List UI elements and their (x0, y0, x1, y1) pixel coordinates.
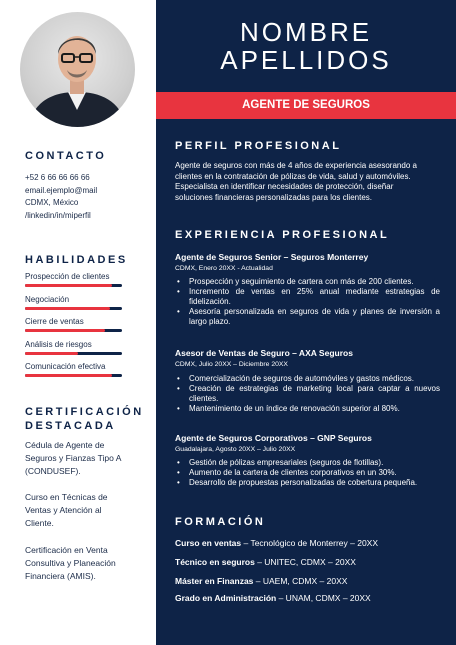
cert-line: Curso en Técnicas de (25, 492, 108, 502)
cert-line: Certificación en Venta (25, 545, 108, 555)
skill-item (25, 340, 122, 355)
job-bullet: • Asesoría personalizada en seguros de vida y planes de inversión a largo plazo. (175, 307, 440, 327)
skills-heading: HABILIDADES (25, 254, 128, 266)
education-detail: – UAEM, CDMX – 20XX (253, 576, 348, 586)
email-text: email.ejemplo@mail (25, 185, 98, 195)
full-name (156, 18, 456, 74)
education-degree: Técnico en seguros (175, 557, 255, 567)
person-portrait-icon (20, 12, 135, 127)
job-bullets (175, 374, 440, 414)
cert-line: Ventas y Atención al (25, 505, 102, 515)
skill-label: Cierre de ventas (25, 317, 84, 326)
cert-line: (CONDUSEF). (25, 466, 81, 476)
cert-line: Cédula de Agente de (25, 440, 105, 450)
last-name: APELLIDOS (220, 45, 392, 75)
job-title: Agente de Seguros Corporativos – GNP Seguros (175, 433, 372, 443)
cert-item (25, 491, 140, 530)
education-degree: Máster en Finanzas (175, 576, 254, 586)
skill-label: Comunicación efectiva (25, 362, 106, 371)
cert-line: Seguros y Fianzas Tipo A (25, 453, 122, 463)
job-bullet: • Prospección y seguimiento de cartera con más de 200 clientes. (175, 277, 440, 287)
education-degree: Grado en Administración (175, 593, 277, 603)
cert-item (25, 439, 140, 478)
location-text: CDMX, México (25, 198, 79, 207)
job-meta: Guadalajara, Agosto 20XX – Julio 20XX (175, 446, 296, 453)
skill-item (25, 295, 122, 310)
contact-block (25, 172, 97, 222)
job-bullet: • Incremento de ventas en 25% anual mediante estrategias de fidelización. (175, 287, 440, 307)
phone-text: +52 6 66 66 66 66 (25, 173, 90, 182)
skill-bar-fill (25, 329, 105, 332)
job-bullet: • Mantenimiento de un índice de renovación superior al 80%. (175, 404, 440, 414)
education-degree: Curso en ventas (175, 538, 242, 548)
profile-photo (20, 12, 135, 127)
education-heading: FORMACIÓN (175, 516, 266, 528)
skill-bar (25, 352, 122, 355)
certs-heading (25, 405, 144, 433)
education-item (175, 557, 356, 567)
skill-label: Análisis de riesgos (25, 340, 92, 349)
education-item (175, 576, 347, 586)
skill-item (25, 317, 122, 332)
job-bullets (175, 277, 440, 327)
job-meta: CDMX, Julio 20XX – Diciembre 20XX (175, 361, 288, 368)
education-detail: – UNAM, CDMX – 20XX (276, 593, 371, 603)
job-bullet: • Desarrollo de propuestas personalizadas de cobertura pequeña. (175, 478, 440, 488)
skill-item (25, 362, 122, 377)
skill-label: Prospección de clientes (25, 272, 110, 281)
job-bullets (175, 458, 440, 488)
education-detail: – UNITEC, CDMX – 20XX (254, 557, 356, 567)
job-bullet: • Creación de estrategias de marketing local para captar a nuevos clientes. (175, 384, 440, 404)
skill-label: Negociación (25, 295, 70, 304)
profile-line: clientes en la contratación de pólizas de vida, salud y automóviles. (175, 171, 411, 181)
job-meta: CDMX, Enero 20XX - Actualidad (175, 265, 273, 272)
contact-heading: CONTACTO (25, 150, 107, 162)
cert-item (25, 544, 140, 583)
skill-bar-fill (25, 307, 110, 310)
first-name: NOMBRE (239, 17, 373, 47)
certs-heading-line1: CERTIFICACIÓN (25, 406, 144, 418)
profile-line: soluciones financieras personalizadas para los clientes. (175, 192, 372, 202)
profile-line: Especialista en identificar necesidades de protección, diseñar (175, 182, 394, 191)
job-bullet: • Comercialización de seguros de automóviles y gastos médicos. (175, 374, 440, 384)
skill-bar (25, 374, 122, 377)
profile-text (175, 161, 440, 203)
skill-bar-fill (25, 374, 112, 377)
job-title: Asesor de Ventas de Seguro – AXA Seguros (175, 348, 353, 358)
cert-line: Cliente. (25, 518, 54, 528)
cert-line: Financiera (AMIS). (25, 571, 96, 581)
job-bullet: • Gestión de pólizas empresariales (seguros de flotillas). (175, 458, 440, 468)
education-detail: – Tecnológico de Monterrey – 20XX (241, 538, 379, 548)
certs-heading-line2: DESTACADA (25, 420, 116, 432)
profile-line: Agente de seguros con más de 4 años de experiencia asesorando a (175, 161, 417, 170)
skill-item (25, 272, 122, 287)
profile-heading: PERFIL PROFESIONAL (175, 140, 342, 152)
education-item (175, 538, 378, 548)
experience-heading: EXPERIENCIA PROFESIONAL (175, 229, 390, 241)
linkedin-text: /linkedin/in/miperfil (25, 210, 91, 220)
skill-bar-fill (25, 284, 112, 287)
education-item (175, 593, 371, 603)
skill-bar-fill (25, 352, 78, 355)
job-title: Agente de Seguros Senior – Seguros Monterrey (175, 252, 369, 262)
skill-bar (25, 307, 122, 310)
skill-bar (25, 329, 122, 332)
role-banner: AGENTE DE SEGUROS (156, 92, 456, 119)
skill-bar (25, 284, 122, 287)
cert-line: Consultiva y Planeación (25, 558, 116, 568)
job-bullet: • Aumento de la cartera de clientes corporativos en un 30%. (175, 468, 440, 478)
